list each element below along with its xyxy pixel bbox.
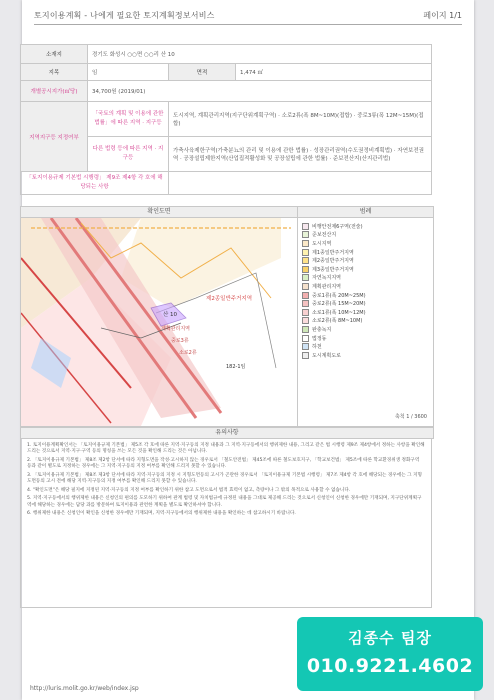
legend-swatch — [302, 326, 309, 333]
location-value: 경기도 화성시 ○○면 ○○리 산 10 — [88, 45, 432, 64]
legend-label: 제3종일반주거지역 — [312, 266, 354, 273]
area-value: 1,474 ㎡ — [236, 64, 432, 81]
legend-swatch — [302, 223, 309, 230]
legend-label: 완충녹지 — [312, 326, 332, 333]
notes-section — [20, 438, 432, 608]
law-national-label: 「국토의 계획 및 이용에 관한 법률」에 따른 지역 · 지구등 — [88, 102, 169, 137]
confirmation-map — [20, 217, 298, 427]
note-paragraph: 3. 「토지이용규제 기본법」 제8조 제3항 단서에 따라 지역·지구등의 지정 시 지형도면등의 고시가 곤란한 경우로서 「토지이용규제 기본법 시행령」 제7조 제4항 각 호에 해당되는 경우에는 그 지형도면등의 고시 전에 해당 지역·지구등의 지정 여부를 확인해 드리지 못할 수 있습니다. — [27, 472, 422, 485]
zone-b-label: 계획관리지역 — [161, 326, 190, 332]
legend-swatch — [302, 309, 309, 316]
legend-item — [298, 274, 433, 283]
legend-label: 중로1류(폭 20M~25M) — [312, 292, 366, 299]
road-a-label: 중로3류 — [171, 338, 189, 344]
legend-swatch — [302, 352, 309, 359]
note-paragraph: 2. 「토지이용규제 기본법」 제8조 제2항 단서에 따라 지형도면을 작성·고시하지 않는 경우로서 「철도안전법」 제45조에 따른 철도보호지구, 「학교보건법」 제5조에 따른 학교환경위생 정화구역 등과 같이 별도로 지정하는 경우에는 그 지역·지구등의 지정 여부를 확인해 드리지 못할 수 있습니다. — [27, 457, 420, 470]
legend-label: 계획관리지역 — [312, 283, 341, 290]
parcel-label: 산 10 — [163, 312, 178, 318]
law-national-value: 도시지역, 계획관리지역(지구단위계획구역) · 소로2류(폭 8M~10M)(접합) · 중로3류(폭 12M~15M)(접합) — [169, 102, 432, 137]
legend-swatch — [302, 266, 309, 273]
legend-label: 준보전산지 — [312, 232, 337, 239]
document-title: 토지이용계획 - 나에게 필요한 토지계획정보서비스 — [34, 11, 215, 20]
legend-swatch — [302, 249, 309, 256]
legend-item — [298, 239, 433, 248]
legend-item — [298, 248, 433, 257]
legend-label: 소로2류(폭 8M~10M) — [312, 318, 363, 325]
legend-label: 비행안전제6구역(전술) — [312, 223, 363, 230]
location-label: 소재지 — [21, 45, 88, 64]
legend-swatch — [302, 257, 309, 264]
legend-label: 제1종일반주거지역 — [312, 249, 354, 256]
law-other-value: 가축사육제한구역(가축분뇨의 관리 및 이용에 관한 법률) · 성장관리권역(수도권정비계획법) · 자연보전권역 · 공장설립제한지역(산업집적활성화 및 공장설립에 관한 법률) · 준보전산지(산지관리법) — [169, 137, 432, 172]
legend-swatch — [302, 292, 309, 299]
road-b-label: 소로2류 — [179, 350, 197, 356]
legend-title: 범례 — [297, 206, 434, 218]
legend-swatch — [302, 274, 309, 281]
footer-url[interactable]: http://luris.molit.go.kr/web/index.jsp — [30, 685, 139, 692]
legend-item — [298, 351, 433, 360]
legend-swatch — [302, 317, 309, 324]
legend-swatch — [302, 240, 309, 247]
note-paragraph: 6. 행위제한 내용은 신청인이 확인을 신청한 경우에만 기재되며, 지역·지구등에서의 행위제한 내용을 확인하는 데 참고하시기 바랍니다. — [27, 511, 296, 517]
note-paragraph: 5. 지역·지구등에서의 행위제한 내용은 신청인의 편의를 도모하기 위하여 관계 법령 및 자치법규에 규정된 내용을 그대로 제공해 드리는 것으로서 신청인이 신청한 경우에만 기재되며, 지구단위계획구역에 해당하는 경우에는 담당 과를 방문하여 토지이용과 관련한 계획을 별도로 확인하셔야 합니다. — [27, 496, 422, 508]
legend-item — [298, 231, 433, 240]
map-legend — [297, 217, 434, 427]
regulation-label: 「토지이용규제 기본법 시행령」 제9조 제4항 각 호에 해당되는 사항 — [21, 172, 169, 195]
legend-item — [298, 299, 433, 308]
contact-name: 김종수 팀장 — [348, 629, 432, 647]
legend-item — [298, 265, 433, 274]
legend-item — [298, 325, 433, 334]
price-label: 개별공시지가(㎡당) — [21, 81, 88, 102]
price-value: 34,700원 (2019/01) — [88, 81, 432, 102]
zone-a-label: 제2종일반주거지역 — [206, 296, 253, 302]
legend-swatch — [302, 231, 309, 238]
legend-swatch — [302, 283, 309, 290]
legend-label: 도시지역 — [312, 240, 332, 247]
legend-label: 제2종일반주거지역 — [312, 258, 354, 265]
legend-item — [298, 282, 433, 291]
page-number: 페이지 1/1 — [423, 11, 462, 20]
law-other-label: 다른 법령 등에 따른 지역 · 지구등 — [88, 137, 169, 172]
legend-list — [298, 218, 433, 360]
map-title: 확인도면 — [20, 206, 298, 218]
land-category-label: 지목 — [21, 64, 88, 81]
legend-label: 하천 — [312, 344, 322, 351]
note-paragraph: 4. "확인도면"은 해당 필지에 지정된 지역·지구등의 지정 여부를 확인하기 위한 참고 도면으로서 법적 효력이 없고, 측량이나 그 밖의 목적으로 사용할 수 없습니다. — [27, 487, 351, 493]
legend-item — [298, 308, 433, 317]
legend-item — [298, 222, 433, 231]
contact-badge — [297, 617, 483, 691]
zoning-label: 지역지구등 지정여부 — [21, 102, 88, 172]
land-category-value: 임 — [88, 64, 169, 81]
legend-item — [298, 291, 433, 300]
map-drawing — [21, 218, 297, 426]
legend-item — [298, 256, 433, 265]
legend-swatch — [302, 300, 309, 307]
header-divider — [34, 24, 462, 25]
regulation-value — [169, 172, 432, 195]
area-label: 면적 — [169, 64, 236, 81]
notes-title: 유의사항 — [20, 427, 434, 439]
contact-phone[interactable]: 010.9221.4602 — [306, 655, 474, 677]
legend-swatch — [302, 335, 309, 342]
legend-label: 자연녹지지역 — [312, 275, 341, 282]
map-scale: 축척 1 / 3600 — [394, 414, 427, 420]
legend-label: 중로2류(폭 15M~20M) — [312, 301, 366, 308]
land-info-table — [20, 44, 432, 195]
legend-label: 도시계획도로 — [312, 352, 341, 359]
legend-label: 소로1류(폭 10M~12M) — [312, 309, 366, 316]
legend-item — [298, 317, 433, 326]
legend-item — [298, 334, 433, 343]
note-paragraph: 1. 토지이용계획확인서는 「토지이용규제 기본법」 제5조 각 호에 따른 지역·지구등의 지정 내용과 그 지역·지구등에서의 행위제한 내용, 그리고 같은 법 시행령 제9조 제4항에서 정하는 사항을 확인해 드리는 것으로서 지역·지구·구역 등의 명칭을 쓰는 모든 것을 확인해 드리는 것은 아닙니다. — [27, 443, 425, 455]
legend-swatch — [302, 343, 309, 350]
lot-label: 182-1임 — [226, 364, 246, 370]
legend-item — [298, 342, 433, 351]
legend-label: 법정동 — [312, 335, 327, 342]
